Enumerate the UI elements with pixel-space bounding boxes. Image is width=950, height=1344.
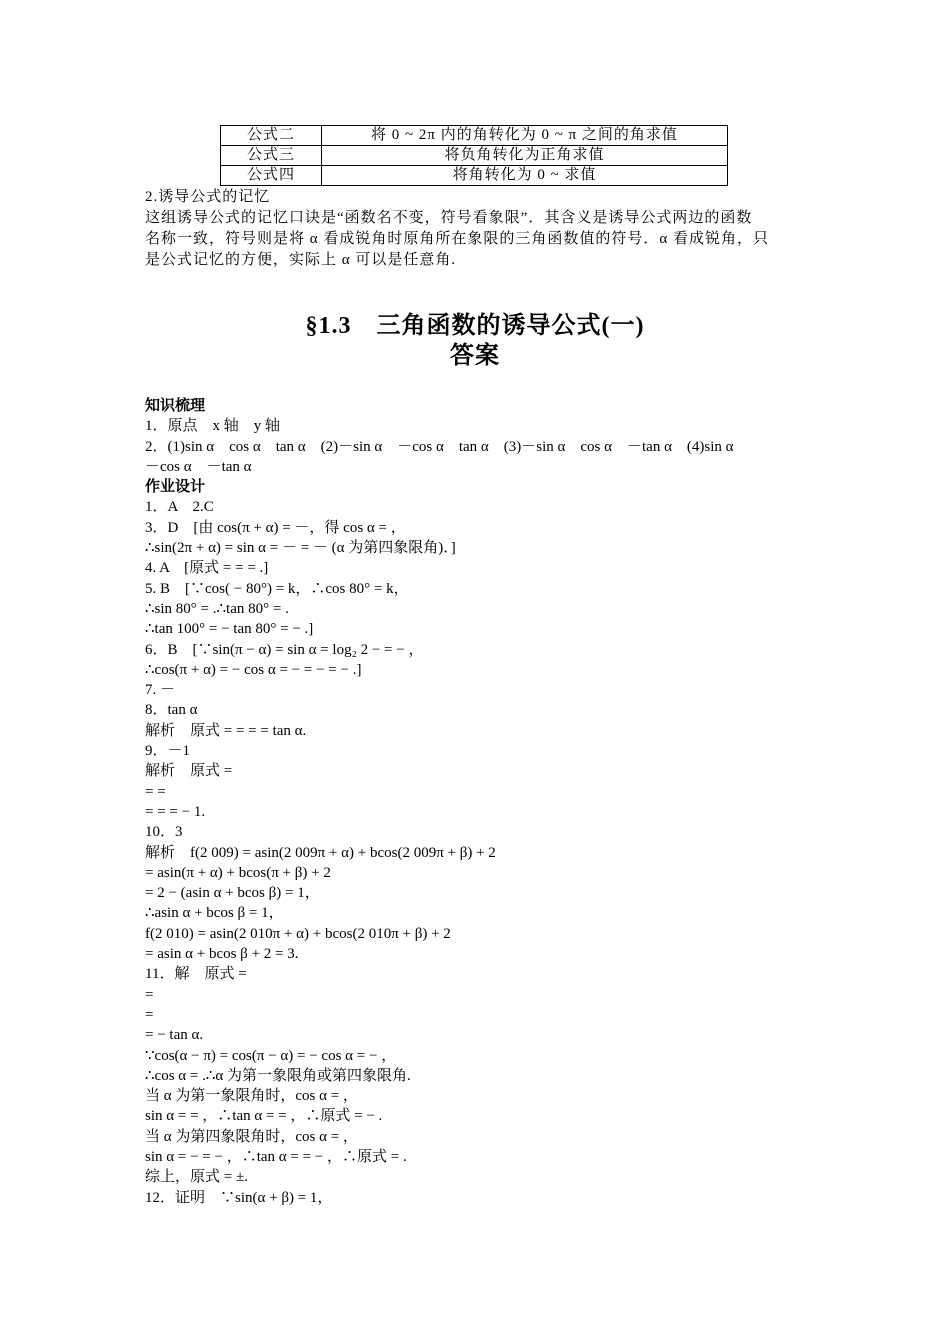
answer-line: ∵cos(α − π) = cos(π − α) = − cos α = − ， (145, 1047, 397, 1064)
memory-heading: 2.诱导公式的记忆 (145, 189, 271, 205)
answer-line: ∴cos(π + α) = − cos α = − = − = − .] (145, 661, 362, 678)
answer-line: 解析 f(2 009) = asin(2 009π + α) + bcos(2 009π + β) + 2 (145, 844, 496, 861)
answer-line: 6．B [∵sin(π − α) = sin α = log₂ 2 − = − ， (145, 641, 424, 658)
formula-table (220, 125, 728, 186)
answer-line: 4. A [原式 = = = .] (145, 560, 269, 577)
answer-line: ∴sin(2π + α) = sin α = － = － (α 为第四象限角)．] (145, 540, 456, 557)
answer-list (145, 396, 825, 1208)
memory-section (145, 187, 805, 271)
answer-line: 当 α 为第一象限角时，cos α = ， (145, 1088, 358, 1105)
answer-line: 解析 原式 = = = = tan α. (145, 722, 307, 739)
answer-section-heading: 知识梳理 (145, 398, 206, 414)
answer-line: 11．解 原式 = (145, 966, 247, 983)
answer-line: ∴sin 80° = .∴tan 80° = . (145, 600, 289, 617)
answer-line: = asin(π + α) + bcos(π + β) + 2 (145, 864, 331, 881)
answer-line: 8．tan α (145, 702, 198, 719)
answer-line: = asin α + bcos β + 2 = 3. (145, 946, 299, 963)
answer-line: 7. － (145, 682, 176, 699)
answer-line: = 2 − (asin α + bcos β) = 1， (145, 885, 320, 902)
answer-line: 2．(1)sin α cos α tan α (2)－sin α －cos α tan α (3)－sin α cos α －tan α (4)sin α (145, 438, 734, 455)
answer-line: 9．－1 (145, 743, 191, 760)
formula-name: 公式二 (221, 126, 322, 146)
answer-line: sin α = − = − ，∴tan α = = − ，∴原式 = . (145, 1148, 407, 1165)
formula-name: 公式四 (221, 166, 322, 186)
section-title: §1.3 三角函数的诱导公式(一) (305, 313, 645, 339)
answer-line: －cos α －tan α (145, 458, 252, 475)
formula-name: 公式三 (221, 146, 322, 166)
answer-line: = = = − 1. (145, 803, 206, 820)
answer-line: 当 α 为第四象限角时，cos α = ， (145, 1128, 358, 1145)
answer-title: 答案 (450, 343, 500, 369)
table-row (221, 146, 728, 166)
answer-line: ∴tan 100° = − tan 80° = − .] (145, 621, 314, 638)
answer-line: f(2 010) = asin(2 010π + α) + bcos(2 010π + β) + 2 (145, 925, 451, 942)
formula-desc: 将负角转化为正角求值 (322, 146, 728, 166)
answer-line: = (145, 1006, 154, 1023)
memory-line: 名称一致，符号则是将 α 看成锐角时原角所在象限的三角函数值的符号．α 看成锐角，只 (145, 231, 769, 247)
memory-line: 这组诱导公式的记忆口诀是“函数名不变，符号看象限”．其含义是诱导公式两边的函数 (145, 210, 753, 226)
table-row (221, 126, 728, 146)
answer-line: ∴cos α = .∴α 为第一象限角或第四象限角. (145, 1067, 411, 1084)
table-row (221, 166, 728, 186)
answer-line: ∴asin α + bcos β = 1， (145, 905, 284, 922)
answer-line: 1．A 2.C (145, 499, 214, 516)
answer-line: 1．原点 x 轴 y 轴 (145, 418, 281, 435)
answer-line: sin α = = ，∴tan α = = ，∴原式 = − . (145, 1108, 383, 1125)
formula-desc: 将 0 ~ 2π 内的角转化为 0 ~ π 之间的角求值 (322, 126, 728, 146)
answer-section-heading: 作业设计 (145, 479, 206, 496)
answer-line: = (145, 986, 154, 1003)
answer-line: 3．D [由 cos(π + α) = －，得 cos α = ， (145, 519, 406, 536)
answer-line: 10．3 (145, 824, 183, 841)
answer-line: = − tan α. (145, 1027, 204, 1044)
memory-line: 是公式记忆的方便，实际上 α 可以是任意角. (145, 252, 457, 268)
answer-line: 综上，原式 = ±. (145, 1169, 248, 1186)
formula-desc: 将角转化为 0 ~ 求值 (322, 166, 728, 186)
answer-line: 12．证明 ∵sin(α + β) = 1， (145, 1189, 333, 1206)
answer-line: = = (145, 783, 166, 800)
answer-line: 5. B [∵cos( − 80°) = k，∴cos 80° = k， (145, 580, 409, 597)
answer-line: 解析 原式 = (145, 763, 233, 780)
